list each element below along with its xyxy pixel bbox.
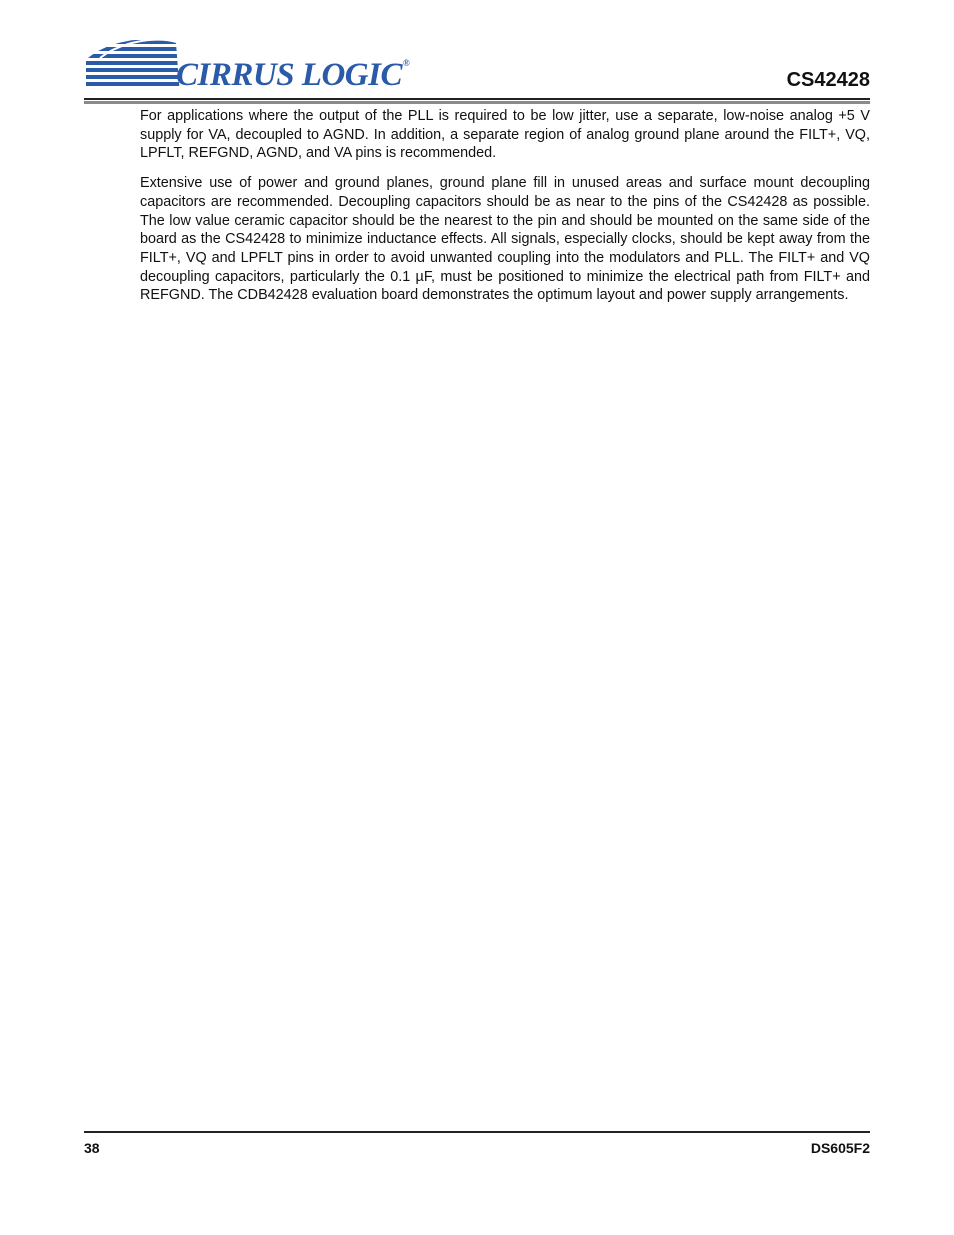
header-rule-shadow [84,101,870,104]
cirrus-logic-logo [84,38,410,100]
footer-rule [84,1131,870,1133]
paragraph-layout-guidelines: Extensive use of power and ground planes, ground plane fill in unused areas and surface mount decoupling capacitors are recommended. Decoupling capacitors should be as near to the pins of the CS42428 as possible. The low value ceramic capacitor should be the nearest to the pin and should be mounted on the same side of the board as the CS42428 to minimize inductance effects. All signals, especially clocks, should be kept away from the FILT+, VQ and LPFLT pins in order to avoid unwanted coupling into the modulators and PLL. The FILT+ and VQ decoupling capacitors, particularly the 0.1 µF, must be positioned to minimize the electrical path from FILT+ and REFGND. The CDB42428 evaluation board demonstrates the optimum layout and power supply arrangements. [140,175,870,304]
cirrus-logic-swoosh-icon [84,38,184,100]
document-title: CS42428 [786,69,870,91]
registered-mark: ® [402,58,410,68]
body-content [140,107,870,316]
header-rule [84,98,870,100]
document-id: DS605F2 [810,1140,870,1156]
paragraph-pll-supply: For applications where the output of the PLL is required to be low jitter, use a separate, low-noise analog +5 V supply for VA, decoupled to AGND. In addition, a separate region of analog ground plane around the FILT+, VQ, LPFLT, REFGND, AGND, and VA pins is recommended. [140,108,870,162]
page-number: 38 [84,1140,100,1156]
logo-wordmark: CIRRUS LOGIC® [176,57,410,93]
